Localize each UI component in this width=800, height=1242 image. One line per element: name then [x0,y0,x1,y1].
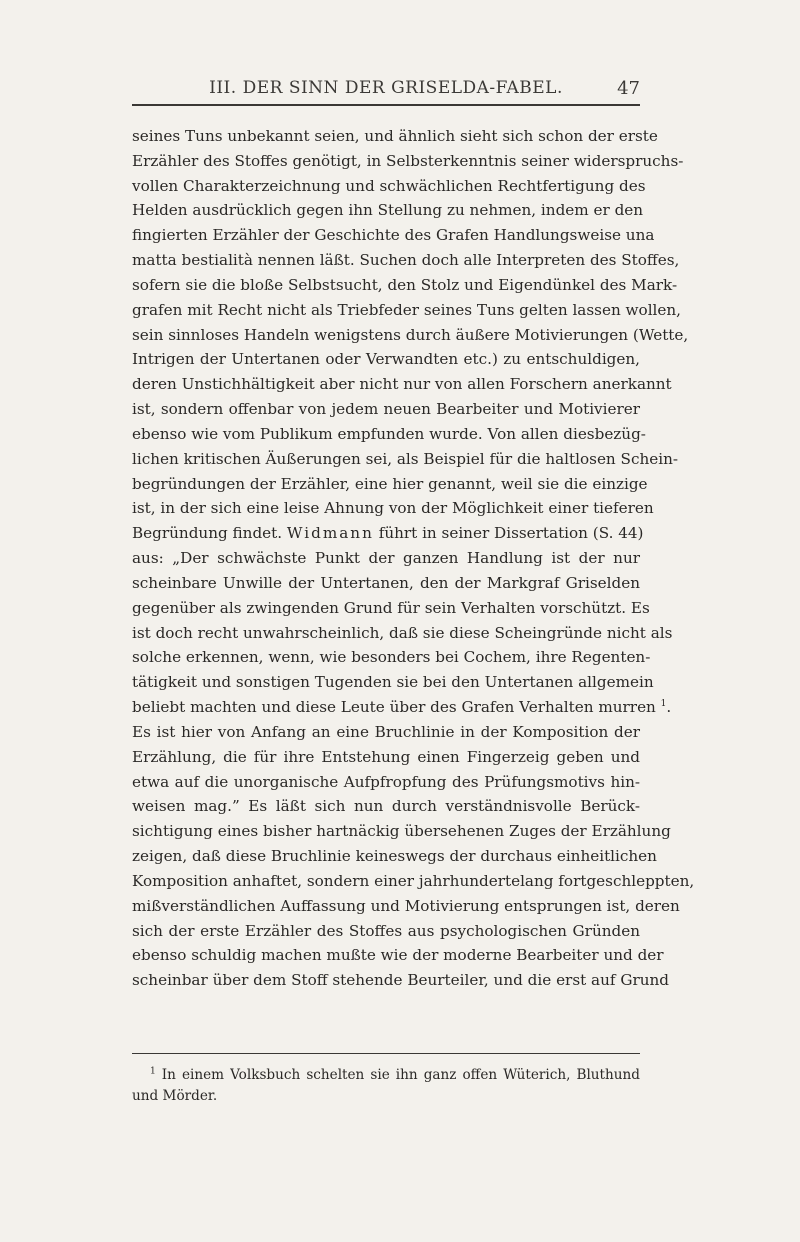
text-line: seines Tuns unbekannt seien, und ähnlich sieht sich schon der erste [132,127,658,145]
spaced-name: Widmann [286,524,374,543]
text-line: sichtigung eines bisher hartnäckig übersehenen Zuges der Erzählung [132,822,671,841]
text-line: sich der erste Erzähler des Stoffes aus psychologischen Gründen [132,921,640,940]
text-line: aus: „Der schwächste Punkt der ganzen Handlung ist der nur [132,549,640,568]
text-line: etwa auf die unorganische Aufpfropfung des Prüfungsmotivs hin- [132,772,640,791]
text-line: zeigen, daß diese Bruchlinie keineswegs der durchaus einheitlichen [132,847,657,866]
text-line: Erzählung, die für ihre Entstehung einen Fingerzeig geben und [132,747,640,766]
text-line: ebenso wie vom Publikum empfunden wurde. Von allen diesbezüg- [132,424,646,443]
footnote-line: und Mörder. [132,1088,218,1104]
text-line: sein sinnloses Handeln wenigstens durch äußere Motivierungen (Wette, [132,325,689,344]
text-line: scheinbare Unwille der Untertanen, den der Markgraf Griselden [132,573,640,592]
text-line: ist doch recht unwahrscheinlich, daß sie diese Scheingründe nicht als [132,623,673,642]
text-line: vollen Charakterzeichnung und schwächlichen Rechtfertigung des [132,176,646,195]
text-line: ist, in der sich eine leise Ahnung von der Möglichkeit einer tieferen [132,499,654,518]
text-line: sofern sie die bloße Selbstsucht, den Stolz und Eigendünkel des Mark- [132,275,678,294]
text-line: matta bestialità nennen läßt. Suchen doch alle Interpreten des Stoffes, [132,251,680,270]
text-line: begründungen der Erzähler, eine hier genannt, weil sie die einzige [132,474,648,493]
text-line: grafen mit Recht nicht als Triebfeder seines Tuns gelten lassen wollen, [132,300,682,319]
text-line: deren Unstichhältigkeit aber nicht nur von allen Forschern anerkannt [132,375,672,394]
text-line-with-footnote-ref: beliebt machten und diese Leute über des Grafen Verhalten murren $^1$. [132,698,672,717]
text-line: Es ist hier von Anfang an eine Bruchlinie in der Komposition der [132,722,640,741]
text-line-with-name [132,521,644,546]
text-line: lichen kritischen Äußerungen sei, als Beispiel für die haltlosen Schein- [132,449,678,468]
text-line: solche erkennen, wenn, wie besonders bei Cochem, ihre Regenten- [132,648,651,667]
text-line: mißverständlichen Auffassung und Motivierung entsprungen ist, deren [132,896,680,915]
footnote-marker: 1 [150,1066,156,1077]
footnotes [132,1065,640,1107]
text-line: Komposition anhaftet, sondern einer jahrhundertelang fortgeschleppten, [132,871,695,890]
text-line-content: beliebt machten und diese Leute über des Grafen Verhalten murren [132,698,656,717]
footnote-ref: 1 [660,698,667,709]
text-before-name: Begründung findet. [132,524,287,543]
footnote-text: In einem Volksbuch schelten sie ihn ganz offen Wüterich, Bluthund [161,1067,640,1083]
page-number: 47 [617,78,640,99]
text-line: weisen mag.” Es läßt sich nun durch verständnisvolle Berück- [132,797,640,816]
text-line: gegenüber als zwingenden Grund für sein Verhalten vorschützt. Es [132,598,650,617]
text-line: Intrigen der Untertanen oder Verwandten etc.) zu entschuldigen, [132,350,640,369]
text-line: ebenso schuldig machen mußte wie der moderne Bearbeiter und der [132,946,664,965]
text-line: Erzähler des Stoffes genötigt, in Selbsterkenntnis seiner widerspruchs- [132,151,684,170]
text-line: ist, sondern offenbar von jedem neuen Bearbeiter und Motivierer [132,400,640,419]
footnote-line [132,1065,640,1086]
text-line: tätigkeit und sonstigen Tugenden sie bei den Untertanen allgemein [132,673,654,692]
text-line: Helden ausdrücklich gegen ihn Stellung zu nehmen, indem er den [132,201,644,220]
running-head: III. DER SINN DER GRISELDA-FABEL. [209,78,563,98]
text-line: fingierten Erzähler der Geschichte des Grafen Handlungsweise una [132,226,655,245]
body-text [132,124,695,993]
footnote-divider [132,1053,640,1054]
page-header [132,74,640,106]
text-after-name: führt in seiner Dissertation (S. 44) [373,524,644,543]
text-line: scheinbar über dem Stoff stehende Beurteiler, und die erst auf Grund [132,971,670,990]
